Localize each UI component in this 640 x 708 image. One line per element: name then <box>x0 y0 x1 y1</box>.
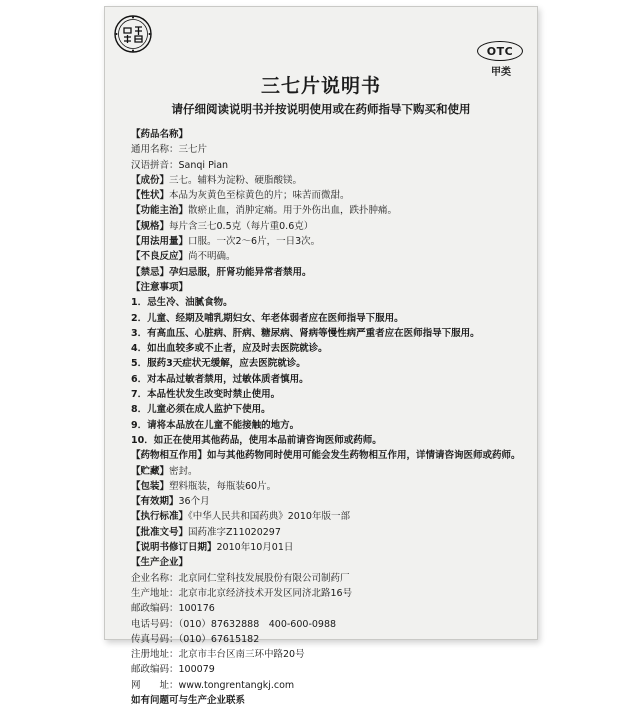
revision-date-label: 【说明书修订日期】 <box>131 542 217 554</box>
registered-zip-value: 100079 <box>178 664 215 676</box>
approval-row <box>131 525 523 540</box>
revision-date-value: 2010年10月01日 <box>216 542 294 554</box>
leaflet-body <box>131 127 523 708</box>
ingredients-value: 三七。辅料为淀粉、硬脂酸镁。 <box>169 174 303 186</box>
package-label: 【包装】 <box>131 480 170 492</box>
interaction-row <box>131 448 523 463</box>
production-address-label: 生产地址： <box>131 587 179 599</box>
manufacturer-heading: 【生产企业】 <box>131 557 189 569</box>
fax-label: 传真号码： <box>131 633 179 645</box>
tongrentang-logo-icon <box>113 14 153 54</box>
contraindication-label: 【禁忌】 <box>131 266 170 278</box>
website-value: www.tongrentangkj.com <box>178 679 295 691</box>
ingredients-row <box>131 173 523 188</box>
registered-zip-row <box>131 662 523 677</box>
registered-address-label: 注册地址： <box>131 649 179 661</box>
precaution-item: 7．本品性状发生改变时禁止使用。 <box>131 389 281 401</box>
precaution-item: 4．如出血较多或不止者，应及时去医院就诊。 <box>131 343 328 355</box>
phone-value: （010）87632888 400-600-0988 <box>178 618 337 630</box>
common-name-row <box>131 142 523 157</box>
ingredients-label: 【成份】 <box>131 174 170 186</box>
phone-label: 电话号码： <box>131 618 179 630</box>
precaution-item: 8．儿童必须在成人监护下使用。 <box>131 404 271 416</box>
website-label: 网 址： <box>131 679 179 691</box>
fax-value: （010）67615182 <box>178 633 260 645</box>
appearance-label: 【性状】 <box>131 190 170 202</box>
zip-code-row <box>131 601 523 616</box>
contraindication-value: 孕妇忌服，肝肾功能异常者禁用。 <box>169 266 312 278</box>
storage-label: 【贮藏】 <box>131 465 170 477</box>
adverse-value: 尚不明确。 <box>188 251 236 263</box>
registered-address-row <box>131 647 523 662</box>
precaution-item: 5．服药3天症状无缓解，应去医院就诊。 <box>131 358 306 370</box>
indication-value: 散瘀止血，消肿定痛。用于外伤出血，跌扑肿痛。 <box>188 205 398 217</box>
interaction-label: 【药物相互作用】 <box>131 450 208 462</box>
precaution-item: 6．对本品过敏者禁用，过敏体质者慎用。 <box>131 373 309 385</box>
package-value: 塑料瓶装，每瓶装60片。 <box>169 480 277 492</box>
registered-zip-label: 邮政编码： <box>131 664 179 676</box>
contraindication-row <box>131 265 523 280</box>
storage-value: 密封。 <box>169 465 198 477</box>
usage-row <box>131 234 523 249</box>
indication-label: 【功能主治】 <box>131 205 189 217</box>
contact-note: 如有问题可与生产企业联系 <box>131 694 246 706</box>
common-name-value: 三七片 <box>178 144 208 156</box>
package-row <box>131 479 523 494</box>
validity-value: 36个月 <box>178 496 210 508</box>
drug-name-heading: 【药品名称】 <box>131 129 189 140</box>
company-name-row <box>131 571 523 586</box>
validity-label: 【有效期】 <box>131 496 179 508</box>
otc-class-label: 甲类 <box>491 67 511 78</box>
website-row <box>131 678 523 693</box>
interaction-value: 如与其他药物同时使用可能会发生药物相互作用，详情请咨询医师或药师。 <box>207 450 521 462</box>
production-address-row <box>131 586 523 601</box>
adverse-label: 【不良反应】 <box>131 251 189 263</box>
adverse-row <box>131 249 523 264</box>
company-name-label: 企业名称： <box>131 572 179 584</box>
precaution-item: 2．儿童、经期及哺乳期妇女、年老体弱者应在医师指导下服用。 <box>131 312 404 324</box>
registered-address-value: 北京市丰台区南三环中路20号 <box>178 649 305 661</box>
usage-label: 【用法用量】 <box>131 236 189 248</box>
precaution-item: 10．如正在使用其他药品，使用本品前请咨询医师或药师。 <box>131 434 382 446</box>
usage-notice: 请仔细阅读说明书并按说明使用或在药师指导下购买和使用 <box>171 102 471 116</box>
appearance-row <box>131 188 523 203</box>
standard-row <box>131 509 523 524</box>
leaflet-title: 三七片说明书 <box>260 75 381 97</box>
otc-mark: OTC <box>477 41 523 61</box>
pinyin-row <box>131 158 523 173</box>
precautions-heading: 【注意事项】 <box>131 281 189 293</box>
spec-label: 【规格】 <box>131 220 170 232</box>
common-name-label: 通用名称： <box>131 144 179 156</box>
standard-label: 【执行标准】 <box>131 511 189 523</box>
appearance-value: 本品为灰黄色至棕黄色的片；味苦而微甜。 <box>169 190 350 202</box>
company-name-value: 北京同仁堂科技发展股份有限公司制药厂 <box>178 572 350 584</box>
validity-row <box>131 494 523 509</box>
approval-label: 【批准文号】 <box>131 526 189 538</box>
zip-code-label: 邮政编码： <box>131 603 179 615</box>
precaution-item: 9．请将本品放在儿童不能接触的地方。 <box>131 419 300 431</box>
precaution-item: 3．有高血压、心脏病、肝病、糖尿病、肾病等慢性病严重者应在医师指导下服用。 <box>131 327 480 339</box>
fax-row <box>131 632 523 647</box>
standard-value: 《中华人民共和国药典》2010年版一部 <box>188 511 350 523</box>
storage-row <box>131 464 523 479</box>
pinyin-value: Sanqi Pian <box>178 159 229 171</box>
phone-row <box>131 617 523 632</box>
production-address-value: 北京市北京经济技术开发区同济北路16号 <box>178 587 353 599</box>
indication-row <box>131 203 523 218</box>
pinyin-label: 汉语拼音： <box>131 159 179 171</box>
spec-value: 每片含三七0.5克（每片重0.6克） <box>169 220 314 232</box>
approval-value: 国药准字Z11020297 <box>188 526 281 538</box>
revision-date-row <box>131 540 523 555</box>
instruction-leaflet <box>104 6 538 706</box>
precaution-item: 1．忌生冷、油腻食物。 <box>131 297 233 309</box>
usage-value: 口服。一次2～6片，一日3次。 <box>188 236 321 248</box>
zip-code-value: 100176 <box>178 603 215 615</box>
spec-row <box>131 219 523 234</box>
